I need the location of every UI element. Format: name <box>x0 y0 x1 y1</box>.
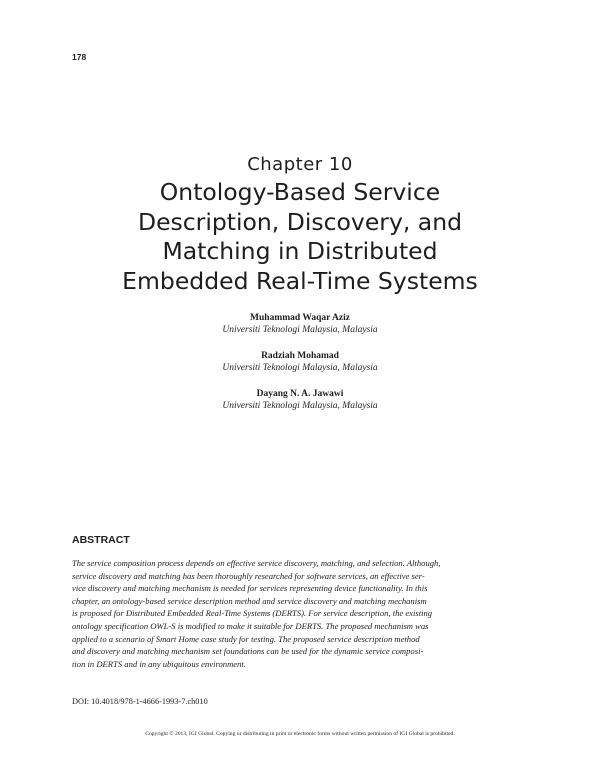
abstract-body <box>72 557 530 670</box>
abstract-line: vice discovery and matching mechanism is needed for services representing device functionality. In this <box>72 583 428 594</box>
author-affiliation: Universiti Teknologi Malaysia, Malaysia <box>222 363 378 373</box>
chapter-title-line: Matching in Distributed <box>162 237 438 265</box>
author-affiliation: Universiti Teknologi Malaysia, Malaysia <box>222 325 378 335</box>
chapter-label: Chapter 10 <box>247 154 353 175</box>
abstract-heading: ABSTRACT <box>72 534 130 546</box>
abstract-line: chapter, an ontology-based service description method and service discovery and matching mechanism <box>72 595 427 606</box>
chapter-title-line: Ontology-Based Service <box>159 178 441 206</box>
copyright-notice: Copyright © 2013, IGI Global. Copying or distributing in print or electronic forms without written permission of IGI Global is prohibited. <box>145 731 455 737</box>
abstract-line: tion in DERTS and in any ubiquitous environment. <box>72 658 246 669</box>
author-name: Muhammad Waqar Aziz <box>250 313 350 323</box>
abstract-line: ontology specification OWL-S is modified to make it suitable for DERTS. The proposed mechanism was <box>72 620 429 631</box>
author-block <box>0 350 600 388</box>
chapter-title-line: Description, Discovery, and <box>137 207 463 236</box>
author-name: Radziah Mohamad <box>261 351 339 361</box>
author-list <box>0 312 600 426</box>
page-number: 178 <box>72 52 87 62</box>
abstract-line: service discovery and matching has been thoroughly researched for software services, an effective ser- <box>72 570 425 581</box>
abstract-line: applied to a scenario of Smart Home case study for testing. The proposed service description method <box>72 633 420 644</box>
author-affiliation: Universiti Teknologi Malaysia, Malaysia <box>222 401 378 411</box>
chapter-title <box>60 178 540 296</box>
abstract-line: The service composition process depends on effective service discovery, matching, and selection. Although, <box>72 558 441 568</box>
doi-text: DOI: 10.4018/978-1-4666-1993-7.ch010 <box>72 697 208 706</box>
abstract-line: is proposed for Distributed Embedded Real-Time Systems (DERTS). For service description, the existing <box>72 608 433 619</box>
abstract-line: and discovery and matching mechanism set foundations can be used for the dynamic service composi- <box>72 646 424 657</box>
author-block <box>0 388 600 426</box>
chapter-title-line: Embedded Real-Time Systems <box>122 266 478 295</box>
author-block <box>0 312 600 350</box>
author-name: Dayang N. A. Jawawi <box>256 389 344 399</box>
